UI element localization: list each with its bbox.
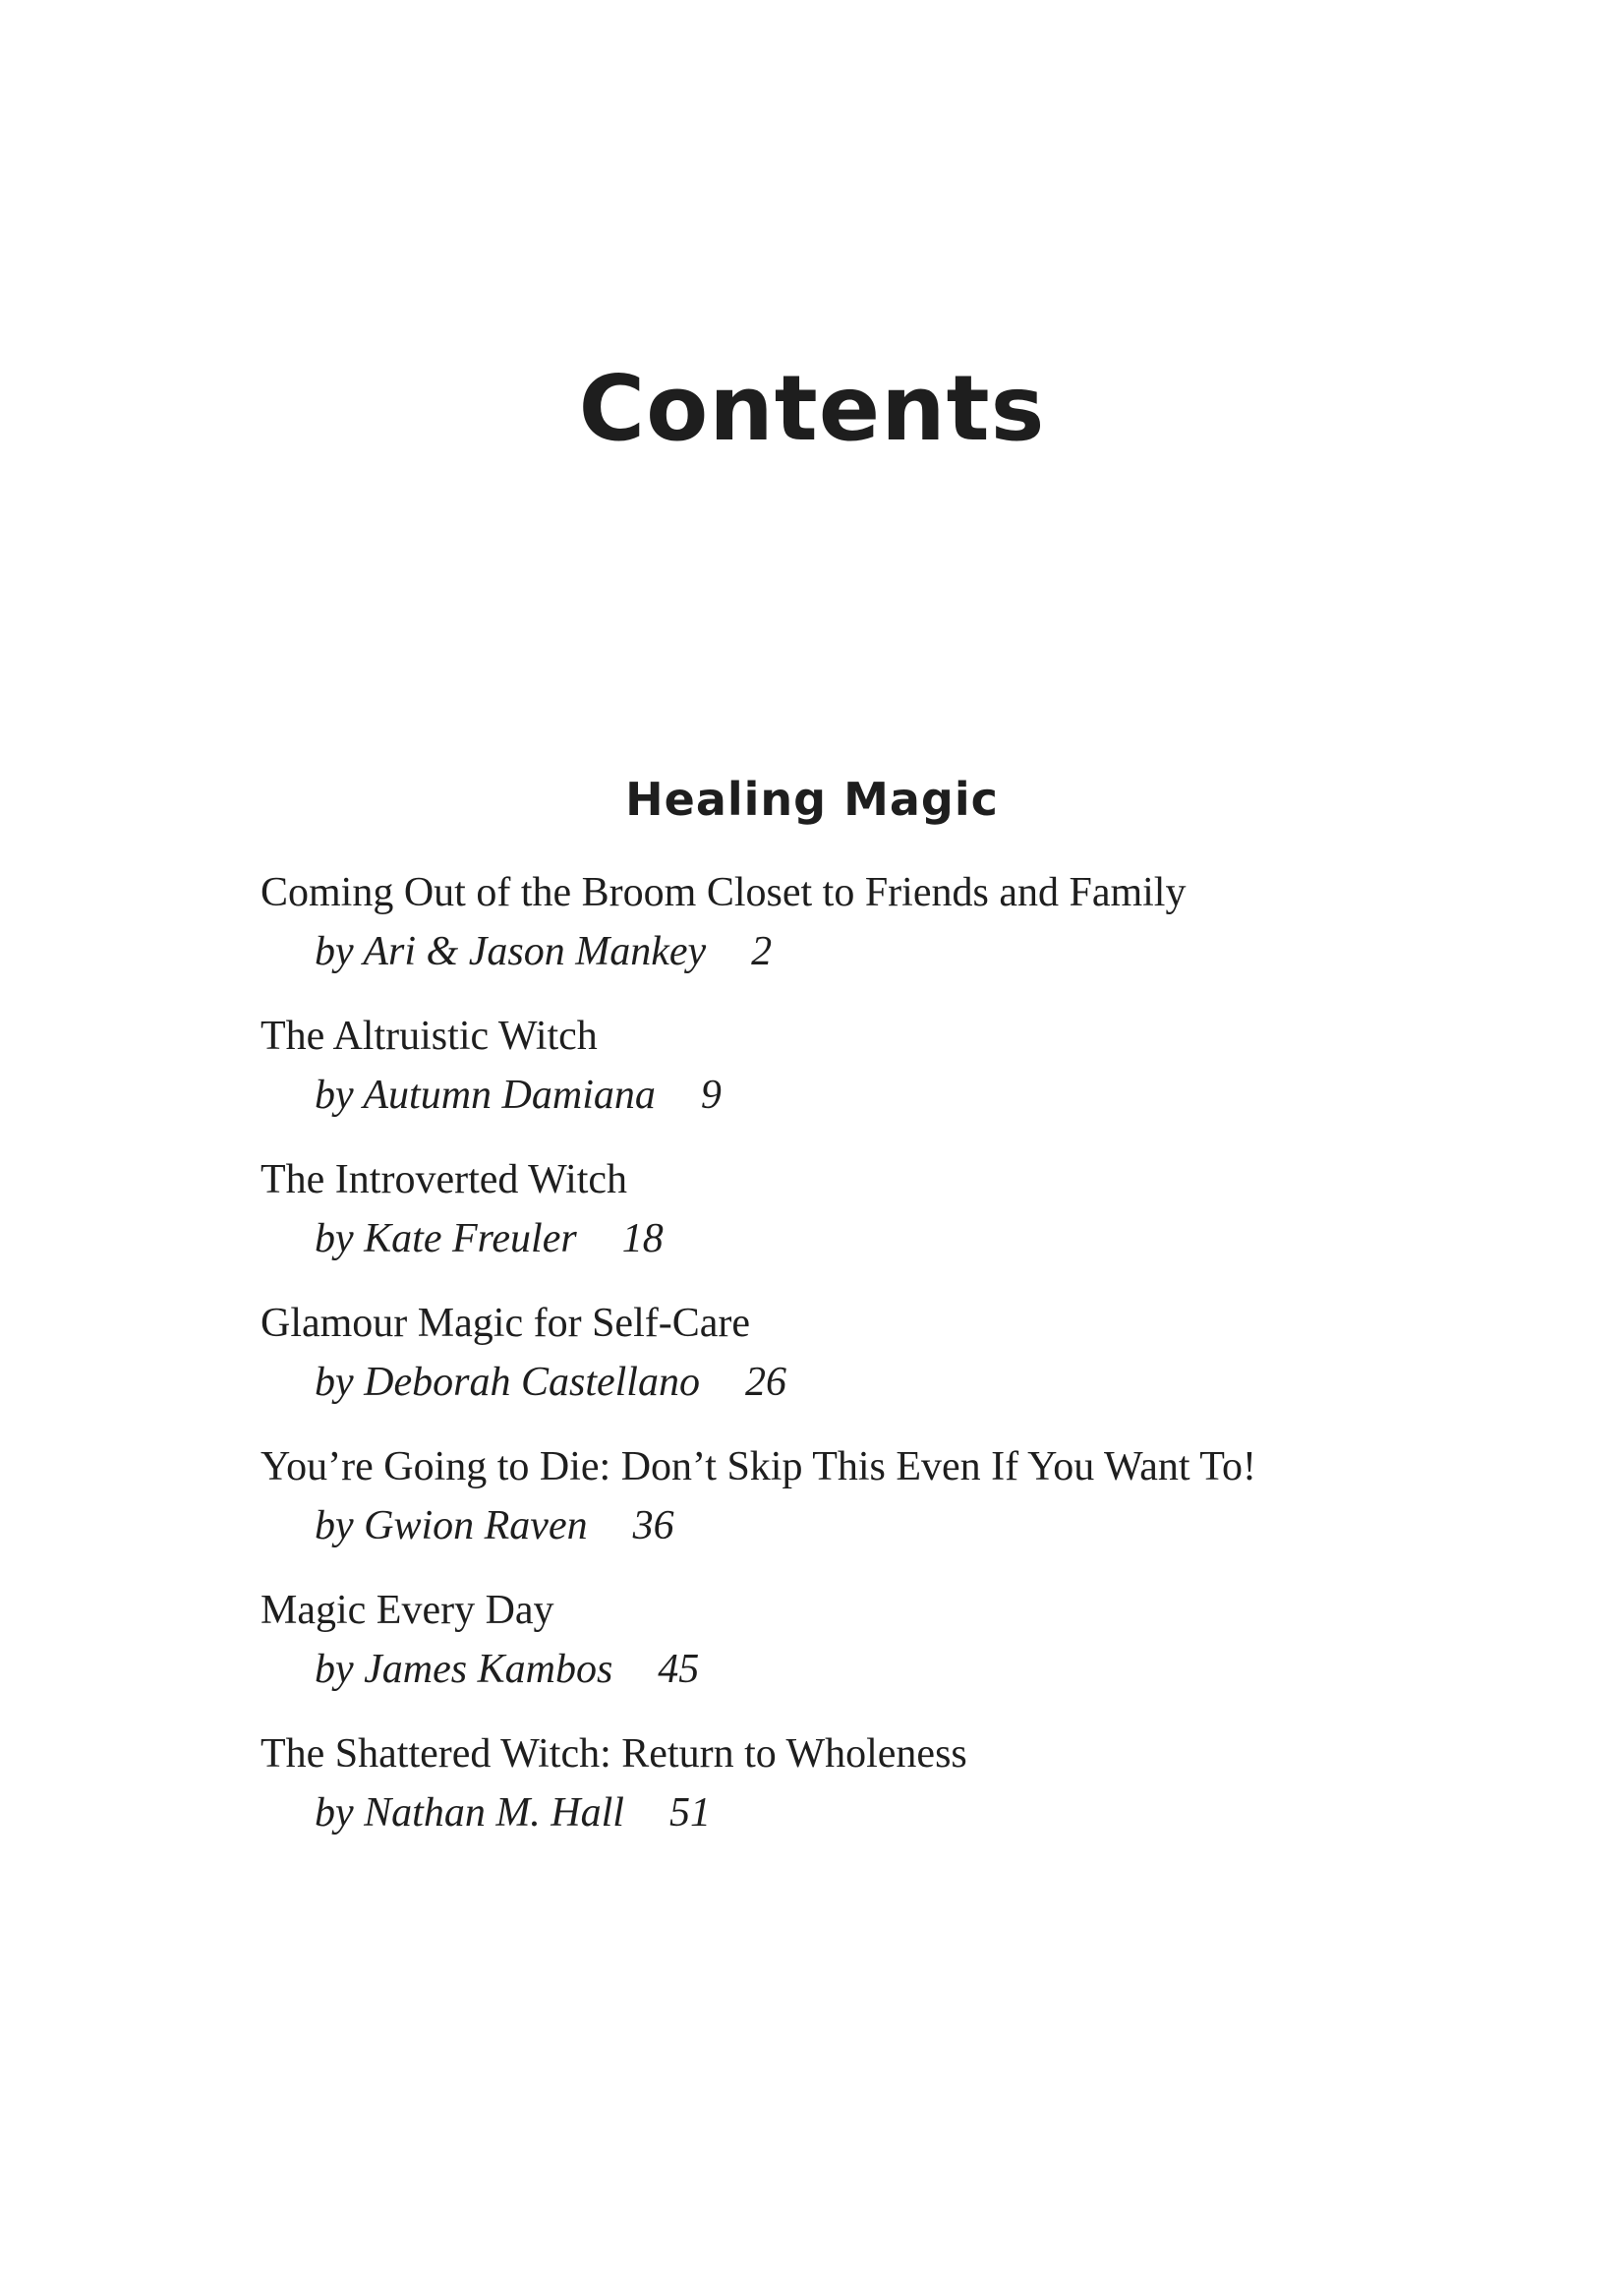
table-of-contents bbox=[261, 863, 1538, 1868]
entry-title: You’re Going to Die: Don’t Skip This Even If You Want To! bbox=[261, 1444, 1257, 1489]
entry-author: by Autumn Damiana bbox=[315, 1073, 656, 1118]
entry-title: The Introverted Witch bbox=[261, 1157, 628, 1202]
entry-author: by Ari & Jason Mankey bbox=[315, 929, 707, 974]
entry-byline bbox=[261, 1209, 1538, 1268]
entry-byline bbox=[261, 1640, 1538, 1699]
entry-author: by Deborah Castellano bbox=[315, 1360, 700, 1405]
entry-page-number: 2 bbox=[751, 929, 773, 974]
entry-page-number: 51 bbox=[668, 1790, 711, 1836]
toc-entry[interactable] bbox=[261, 1724, 1538, 1868]
entry-author: by James Kambos bbox=[315, 1647, 613, 1692]
page-title: Contents bbox=[578, 356, 1046, 461]
entry-title: The Altruistic Witch bbox=[261, 1014, 598, 1059]
toc-entry[interactable] bbox=[261, 1581, 1538, 1724]
entry-author: by Gwion Raven bbox=[315, 1503, 588, 1548]
entry-page-number: 18 bbox=[621, 1216, 664, 1261]
entry-title: Glamour Magic for Self-Care bbox=[261, 1301, 750, 1346]
toc-entry[interactable] bbox=[261, 1294, 1538, 1437]
entry-author: by Kate Freuler bbox=[315, 1216, 577, 1261]
entry-title: Magic Every Day bbox=[261, 1588, 554, 1633]
toc-entry[interactable] bbox=[261, 1007, 1538, 1150]
toc-entry[interactable] bbox=[261, 863, 1538, 1007]
entry-byline bbox=[261, 922, 1538, 981]
entry-byline bbox=[261, 1496, 1538, 1555]
entry-byline bbox=[261, 1783, 1538, 1842]
entry-byline bbox=[261, 1353, 1538, 1412]
entry-byline bbox=[261, 1066, 1538, 1125]
entry-page-number: 45 bbox=[658, 1647, 700, 1692]
section-title: Healing Magic bbox=[625, 773, 999, 826]
entry-author: by Nathan M. Hall bbox=[315, 1790, 624, 1836]
entry-page-number: 26 bbox=[744, 1360, 786, 1405]
entry-page-number: 9 bbox=[700, 1073, 722, 1118]
entry-title: Coming Out of the Broom Closet to Friends and Family bbox=[261, 870, 1187, 915]
entry-title: The Shattered Witch: Return to Wholeness bbox=[261, 1731, 967, 1777]
entry-page-number: 36 bbox=[632, 1503, 674, 1548]
toc-entry[interactable] bbox=[261, 1437, 1538, 1581]
toc-entry[interactable] bbox=[261, 1150, 1538, 1294]
